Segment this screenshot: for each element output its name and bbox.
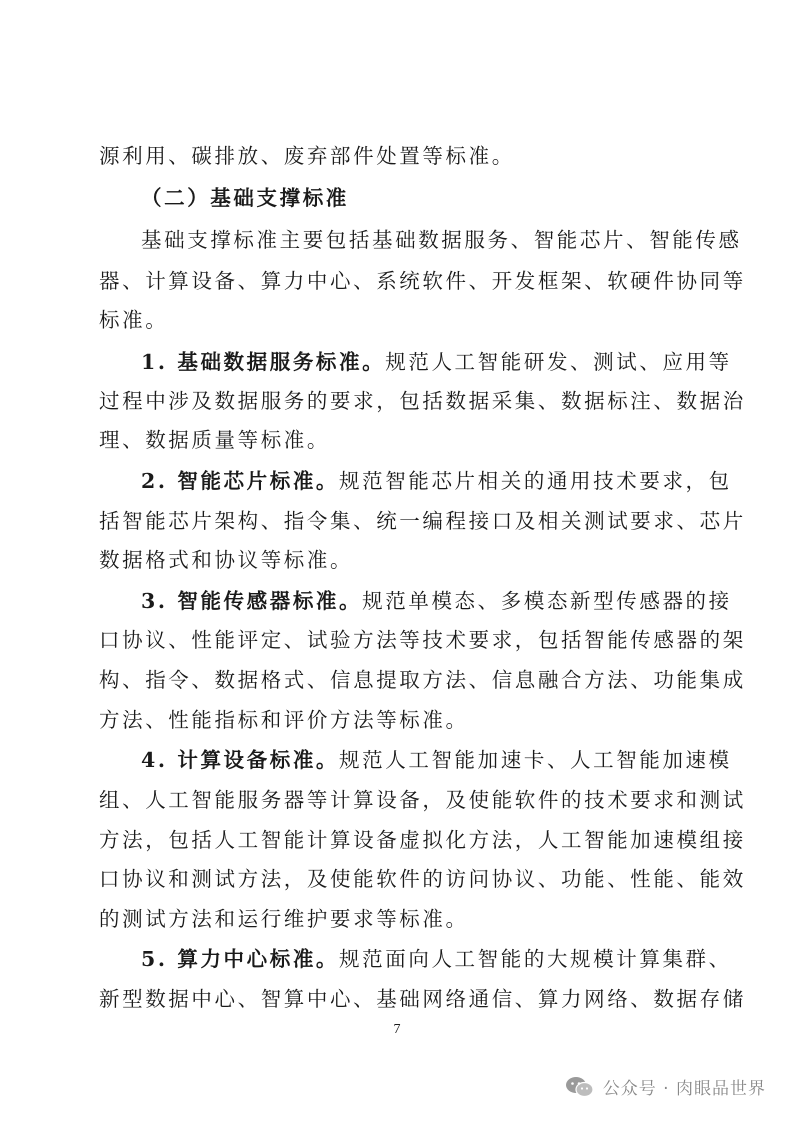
paragraph-line: 组、人工智能服务器等计算设备，及使能软件的技术要求和测试 <box>99 788 746 812</box>
paragraph-line: 口协议和测试方法，及使能软件的访问协议、功能、性能、能效 <box>99 867 746 891</box>
item-5-line <box>141 944 732 974</box>
paragraph-line: 器、计算设备、算力中心、系统软件、开发框架、软硬件协同等 <box>99 269 746 293</box>
item-1-text: 规范人工智能研发、测试、应用等 <box>385 350 732 374</box>
item-4-title: 4. 计算设备标准。 <box>141 748 340 772</box>
item-2-title: 2. 智能芯片标准。 <box>141 469 340 493</box>
paragraph-line: 口协议、性能评定、试验方法等技术要求，包括智能传感器的架 <box>99 628 746 652</box>
paragraph-line: 源利用、碳排放、废弃部件处置等标准。 <box>99 144 515 168</box>
item-3-line <box>141 586 732 616</box>
paragraph-line: 过程中涉及数据服务的要求，包括数据采集、数据标注、数据治 <box>99 389 746 413</box>
watermark <box>565 1074 766 1099</box>
item-2-line <box>141 466 732 496</box>
paragraph-line: 数据格式和协议等标准。 <box>99 548 354 572</box>
paragraph-line: 基础支撑标准主要包括基础数据服务、智能芯片、智能传感 <box>141 228 742 252</box>
item-3-title: 3. 智能传感器标准。 <box>141 589 363 613</box>
wechat-icon <box>565 1075 595 1099</box>
paragraph-line: 括智能芯片架构、指令集、统一编程接口及相关测试要求、芯片 <box>99 509 746 533</box>
item-3-text: 规范单模态、多模态新型传感器的接 <box>362 589 732 613</box>
item-1-line <box>141 347 732 377</box>
item-4-line <box>141 745 732 775</box>
watermark-text: 公众号 · 肉眼品世界 <box>602 1079 766 1099</box>
paragraph-line: 标准。 <box>99 308 169 332</box>
item-5-text: 规范面向人工智能的大规模计算集群、 <box>339 947 732 971</box>
item-5-title: 5. 算力中心标准。 <box>141 947 340 971</box>
page-number: 7 <box>393 1022 401 1037</box>
paragraph-line: 新型数据中心、智算中心、基础网络通信、算力网络、数据存储 <box>99 987 746 1011</box>
paragraph-line: 理、数据质量等标准。 <box>99 428 330 452</box>
paragraph-line: 方法，包括人工智能计算设备虚拟化方法，人工智能加速模组接 <box>99 828 746 852</box>
section-heading: （二）基础支撑标准 <box>141 186 349 210</box>
paragraph-line: 构、指令、数据格式、信息提取方法、信息融合方法、功能集成 <box>99 668 746 692</box>
item-4-text: 规范人工智能加速卡、人工智能加速模 <box>339 748 732 772</box>
item-2-text: 规范智能芯片相关的通用技术要求，包 <box>339 469 732 493</box>
paragraph-line: 的测试方法和运行维护要求等标准。 <box>99 907 469 931</box>
paragraph-line: 方法、性能指标和评价方法等标准。 <box>99 708 469 732</box>
item-1-title: 1. 基础数据服务标准。 <box>141 350 386 374</box>
